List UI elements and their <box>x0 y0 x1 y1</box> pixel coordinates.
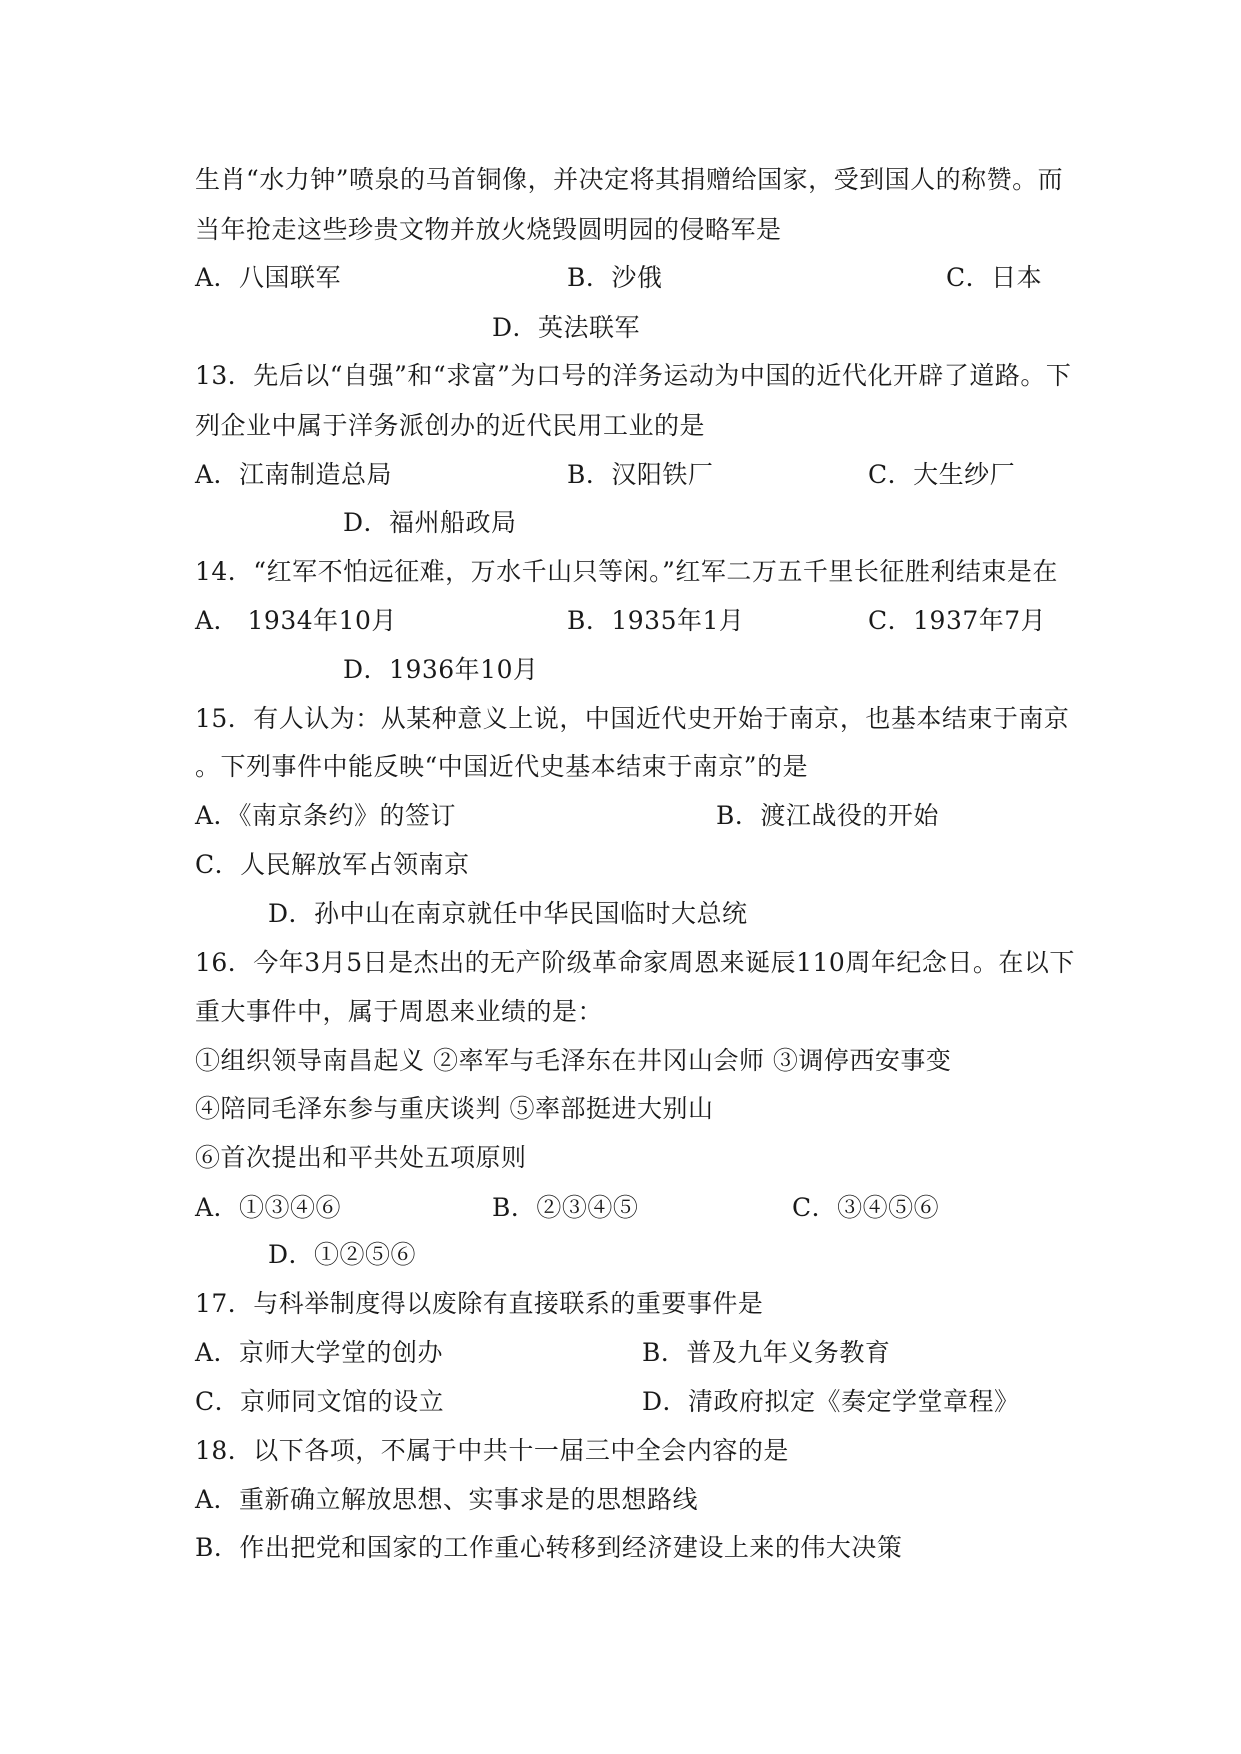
q16-items-line-2: ④陪同毛泽东参与重庆谈判 ⑤率部挺进大别山 <box>195 1094 714 1123</box>
q12-stem-line-2: 当年抢走这些珍贵文物并放火烧毁圆明园的侵略军是 <box>195 215 782 244</box>
q15-option-d: D．孙中山在南京就任中华民国临时大总统 <box>268 899 748 928</box>
q14-stem: 14．“红军不怕远征难，万水千山只等闲。”红军二万五千里长征胜利结束是在 <box>195 557 1058 586</box>
q13-stem-line-2: 列企业中属于洋务派创办的近代民用工业的是 <box>195 411 706 440</box>
q16-option-d: D．①②⑤⑥ <box>268 1240 417 1269</box>
q17-option-b: B．普及九年义务教育 <box>642 1338 891 1367</box>
q17-stem: 17．与科举制度得以废除有直接联系的重要事件是 <box>195 1289 764 1318</box>
q12-stem-line-1: 生肖“水力钟”喷泉的马首铜像，并决定将其捐赠给国家，受到国人的称赞。而 <box>195 165 1064 194</box>
q13-option-c: C．大生纱厂 <box>868 460 1016 489</box>
q16-items-line-1: ①组织领导南昌起义 ②率军与毛泽东在井冈山会师 ③调停西安事变 <box>195 1046 952 1075</box>
q18-option-b: B．作出把党和国家的工作重心转移到经济建设上来的伟大决策 <box>195 1533 903 1562</box>
q18-stem: 18．以下各项，不属于中共十一届三中全会内容的是 <box>195 1436 789 1465</box>
q16-option-c: C．③④⑤⑥ <box>792 1193 940 1222</box>
q13-option-b: B．汉阳铁厂 <box>567 460 714 489</box>
q16-option-a: A．①③④⑥ <box>195 1193 342 1222</box>
q12-option-d: D．英法联军 <box>492 313 641 342</box>
q17-option-c: C．京师同文馆的设立 <box>195 1387 445 1416</box>
q15-stem-line-2: 。下列事件中能反映“中国近代史基本结束于南京”的是 <box>195 752 809 781</box>
q12-option-b: B．沙俄 <box>567 263 663 292</box>
q13-stem-line-1: 13．先后以“自强”和“求富”为口号的洋务运动为中国的近代化开辟了道路。下 <box>195 361 1072 390</box>
q14-option-a: A． 1934年10月 <box>195 606 397 635</box>
q13-option-d: D．福州船政局 <box>343 508 517 537</box>
q15-stem-line-1: 15．有人认为：从某种意义上说，中国近代史开始于南京，也基本结束于南京 <box>195 704 1070 733</box>
q12-option-a: A．八国联军 <box>195 263 342 292</box>
q15-option-a: A．《南京条约》的签订 <box>195 801 457 830</box>
q17-option-d: D．清政府拟定《奏定学堂章程》 <box>642 1387 1020 1416</box>
q16-stem-line-1: 16．今年3月5日是杰出的无产阶级革命家周恩来诞辰110周年纪念日。在以下 <box>195 948 1075 977</box>
q13-option-a: A．江南制造总局 <box>195 460 393 489</box>
q16-items-line-3: ⑥首次提出和平共处五项原则 <box>195 1143 527 1172</box>
q15-option-b: B．渡江战役的开始 <box>716 801 939 830</box>
q17-option-a: A．京师大学堂的创办 <box>195 1338 444 1367</box>
q12-option-c: C．日本 <box>946 263 1043 292</box>
q16-option-b: B．②③④⑤ <box>492 1193 639 1222</box>
q14-option-c: C．1937年7月 <box>868 606 1047 635</box>
q14-option-d: D．1936年10月 <box>343 655 539 684</box>
q16-stem-line-2: 重大事件中，属于周恩来业绩的是： <box>195 997 604 1026</box>
q18-option-a: A．重新确立解放思想、实事求是的思想路线 <box>195 1485 699 1514</box>
q14-option-b: B．1935年1月 <box>567 606 745 635</box>
q15-option-c: C．人民解放军占领南京 <box>195 850 470 879</box>
